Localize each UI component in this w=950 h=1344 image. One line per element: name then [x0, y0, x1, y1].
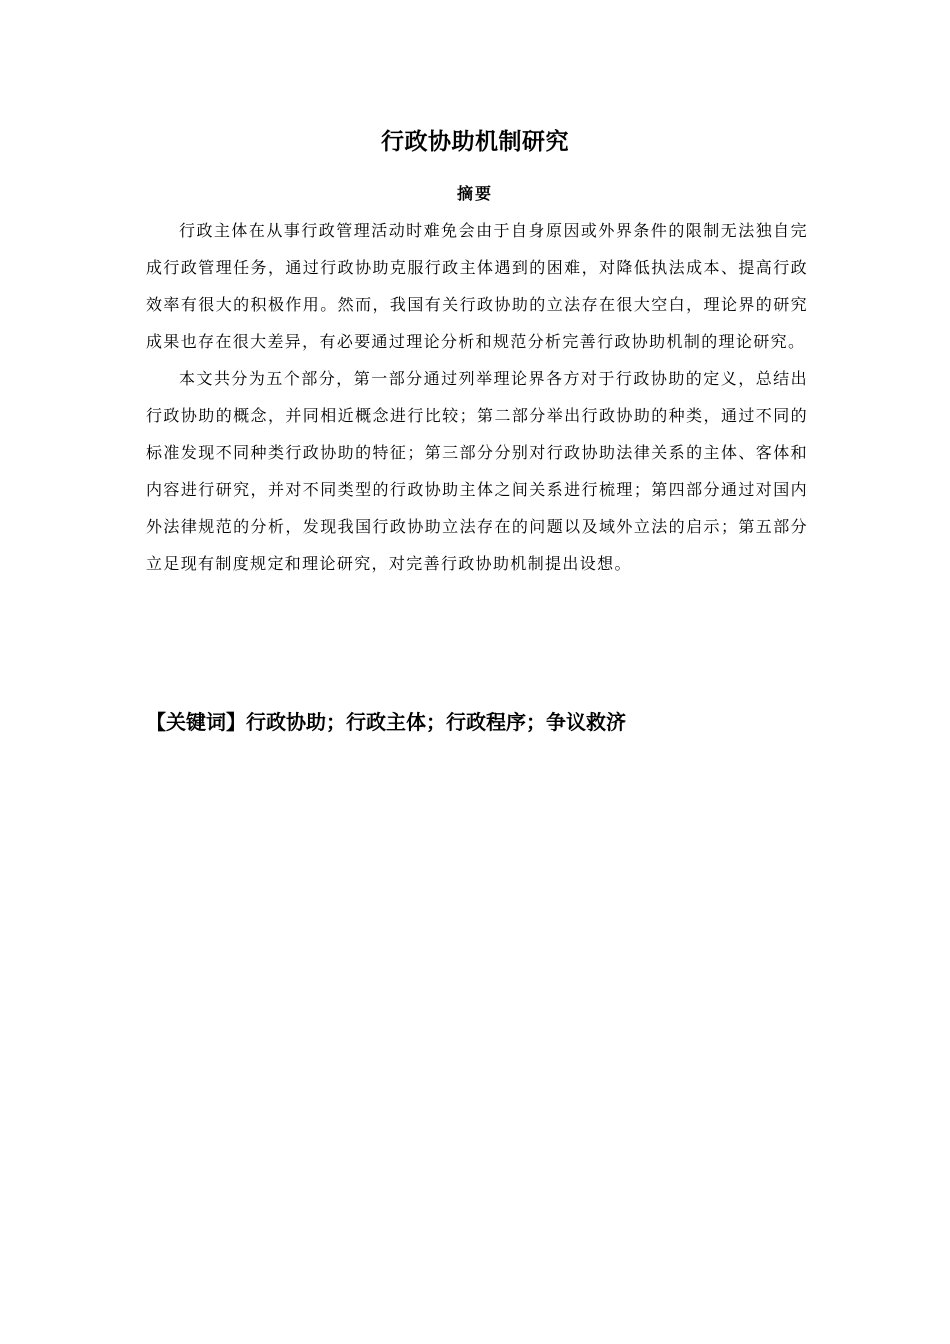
keywords-list: 行政协助；行政主体；行政程序；争议救济: [246, 710, 626, 734]
keywords-line: [146, 704, 846, 740]
document-title: 行政协助机制研究: [381, 129, 569, 155]
abstract-body: [146, 212, 808, 582]
abstract-paragraph-1: 行政主体在从事行政管理活动时难免会由于自身原因或外界条件的限制无法独自完成行政管理任务，通过行政协助克服行政主体遇到的困难，对降低执法成本、提高行政效率有很大的积极作用。然而，我国有关行政协助的立法存在很大空白，理论界的研究成果也存在很大差异，有必要通过理论分析和规范分析完善行政协助机制的理论研究。: [146, 221, 808, 351]
abstract-paragraph-2: 本文共分为五个部分，第一部分通过列举理论界各方对于行政协助的定义，总结出行政协助的概念，并同相近概念进行比较；第二部分举出行政协助的种类，通过不同的标准发现不同种类行政协助的特征；第三部分分别对行政协助法律关系的主体、客体和内容进行研究，并对不同类型的行政协助主体之间关系进行梳理；第四部分通过对国内外法律规范的分析，发现我国行政协助立法存在的问题以及域外立法的启示；第五部分立足现有制度规定和理论研究，对完善行政协助机制提出设想。: [146, 369, 808, 573]
abstract-heading: 摘要: [456, 184, 493, 203]
keywords-label: 【关键词】: [146, 710, 246, 734]
